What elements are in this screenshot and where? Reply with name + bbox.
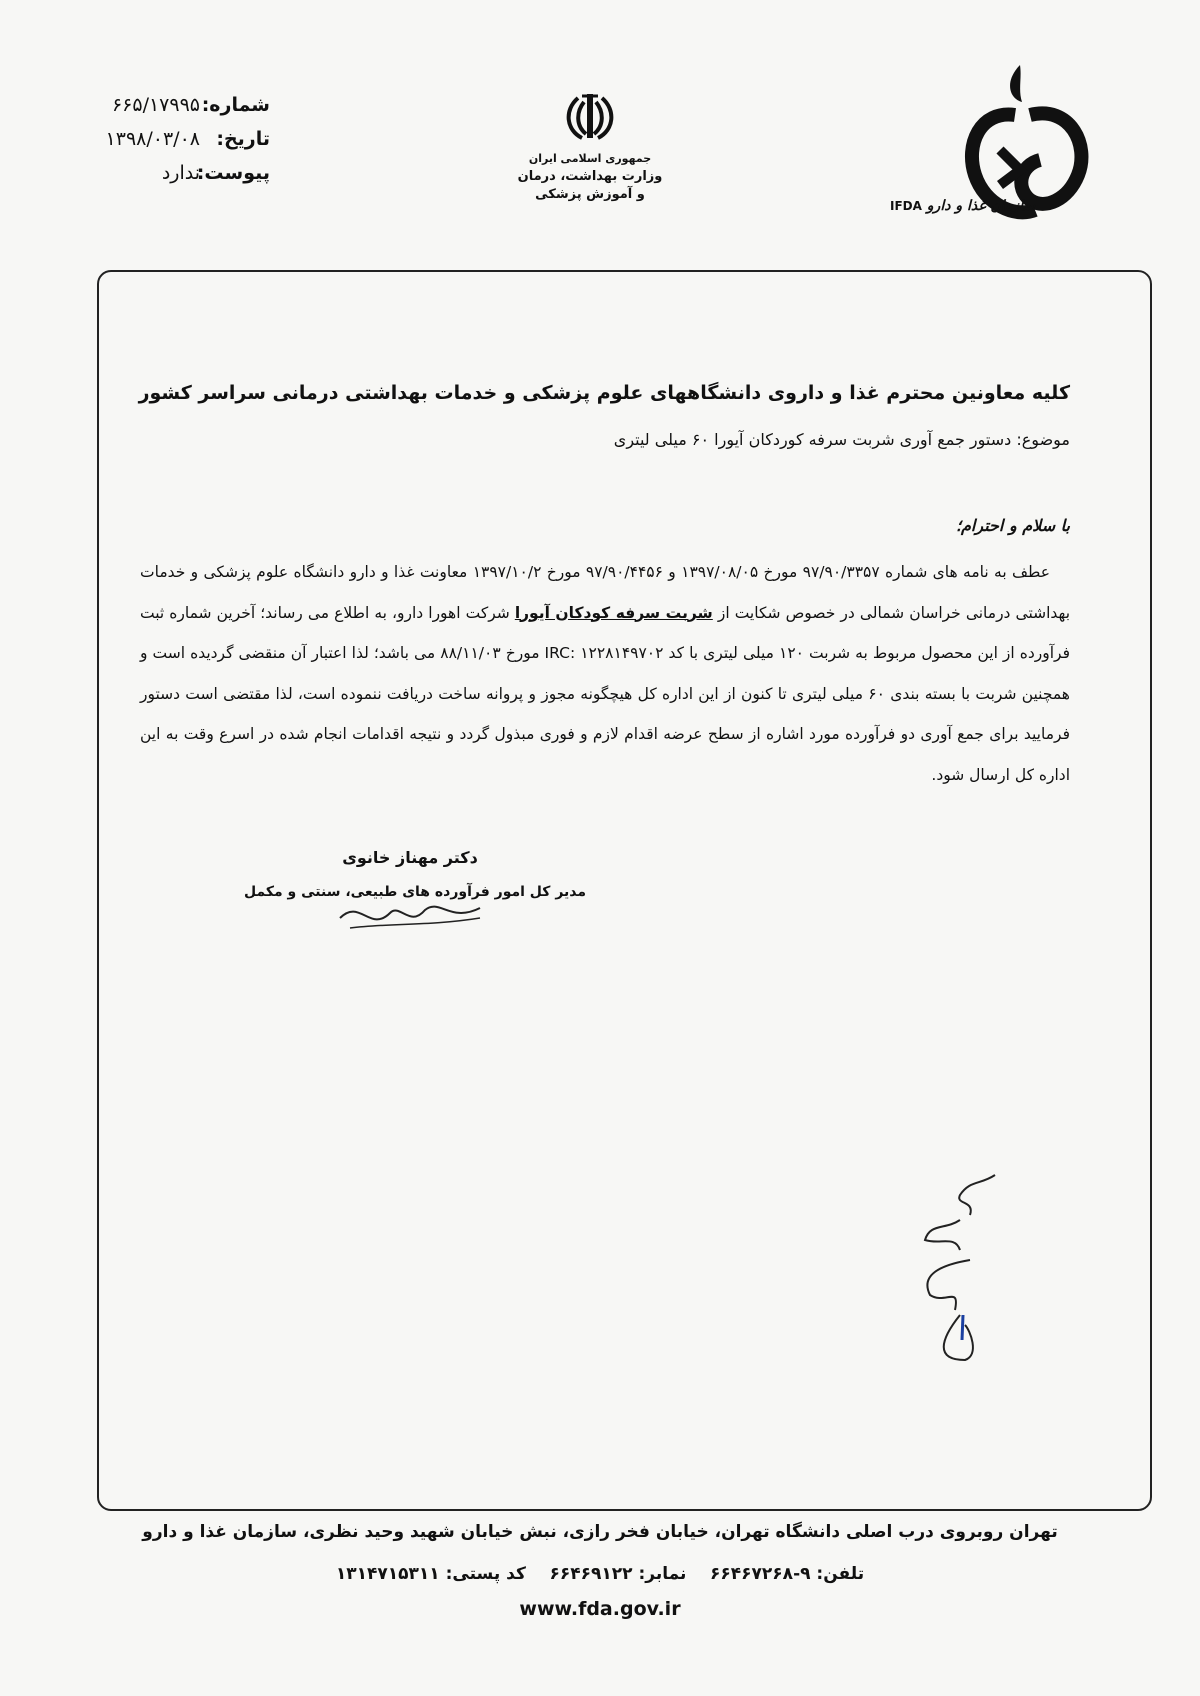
number-label: شماره: xyxy=(201,94,270,116)
letter-number: ۶۶۵/۱۷۹۹۵ xyxy=(111,94,200,116)
signatory-name: دکتر مهناز خانوی xyxy=(342,848,478,867)
product-name-underlined: شربت سرفه کودکان آیورا xyxy=(514,603,713,622)
attachment-label: پیوست: xyxy=(196,162,270,184)
date-label: تاریخ: xyxy=(216,128,270,150)
signature-icon xyxy=(330,888,490,938)
ifda-logo-icon xyxy=(960,60,1090,220)
footer-contact: تلفن: ۹-۶۶۴۶۷۲۶۸ نمابر: ۶۶۴۶۹۱۲۲ کد پستی: ۱۳۱۴۷۱۵۳۱۱ xyxy=(335,1564,865,1584)
attachment-value: ندارد xyxy=(161,162,200,184)
org-logo-text: سازمان غذا و دارو IFDA xyxy=(890,198,1036,214)
salutation: با سلام و احترام؛ xyxy=(955,516,1070,535)
handwritten-note-icon xyxy=(900,1165,1040,1365)
signatory-title: مدیر کل امور فرآورده های طبیعی، سنتی و مکمل xyxy=(243,884,587,900)
subject-line: موضوع: دستور جمع آوری شربت سرفه کوردکان آیورا ۶۰ میلی لیتری xyxy=(613,430,1070,449)
letter-date: ۱۳۹۸/۰۳/۰۸ xyxy=(105,128,200,150)
recipient-line: کلیه معاونین محترم غذا و داروی دانشگاههای علوم پزشکی و خدمات بهداشتی درمانی سراسر کشور xyxy=(138,382,1070,404)
footer-address: تهران روبروی درب اصلی دانشگاه تهران، خیابان فخر رازی، نبش خیابان شهید وحید نظری، سازمان غذا و دارو xyxy=(142,1522,1058,1542)
letter-meta xyxy=(10,88,270,190)
body-text-2: شرکت اهورا دارو، به اطلاع می رساند؛ آخرین شماره ثبت فرآورده از این محصول مربوط به شربت ۱۲۰ میلی لیتری با کد IRC: ۱۲۲۸۱۴۹۷۰۲ مورخ ۸۸/۱۱/۰۳ می باشد؛ لذا اعتبار آن منقضی گردیده است و همچنین شربت با بسته بندی ۶۰ میلی لیتری تا کنون از این اداره کل هیچگونه مجوز و پروانه ساخت دریافت ننموده است، لذا مقتضی است دستور فرمایید برای جمع آوری دو فرآورده مورد اشاره از سطح عرضه اقدام لازم و فوری مبذول گردد و نتیجه اقدامات انجام شده در اسرع وقت به این اداره کل ارسال شود. xyxy=(140,603,1071,784)
ministry-line-2: وزارت بهداشت، درمان xyxy=(517,169,663,184)
letter-body xyxy=(140,552,1070,795)
ministry-line-1: جمهوری اسلامی ایران xyxy=(528,152,652,165)
body-text-1: عطف به نامه های شماره ۹۷/۹۰/۳۳۵۷ مورخ ۱۳۹۷/۰۸/۰۵ و ۹۷/۹۰/۴۴۵۶ مورخ ۱۳۹۷/۱۰/۲ معاونت غذا و دارو دانشگاه علوم پزشکی و خدمات بهداشتی درمانی خراسان شمالی در خصوص شکایت از xyxy=(140,563,1071,622)
ministry-emblem-block xyxy=(500,88,680,204)
ministry-line-3: و آموزش پزشکی xyxy=(535,187,645,202)
footer-website[interactable]: www.fda.gov.ir xyxy=(519,1598,681,1620)
iran-emblem-icon xyxy=(560,88,620,144)
